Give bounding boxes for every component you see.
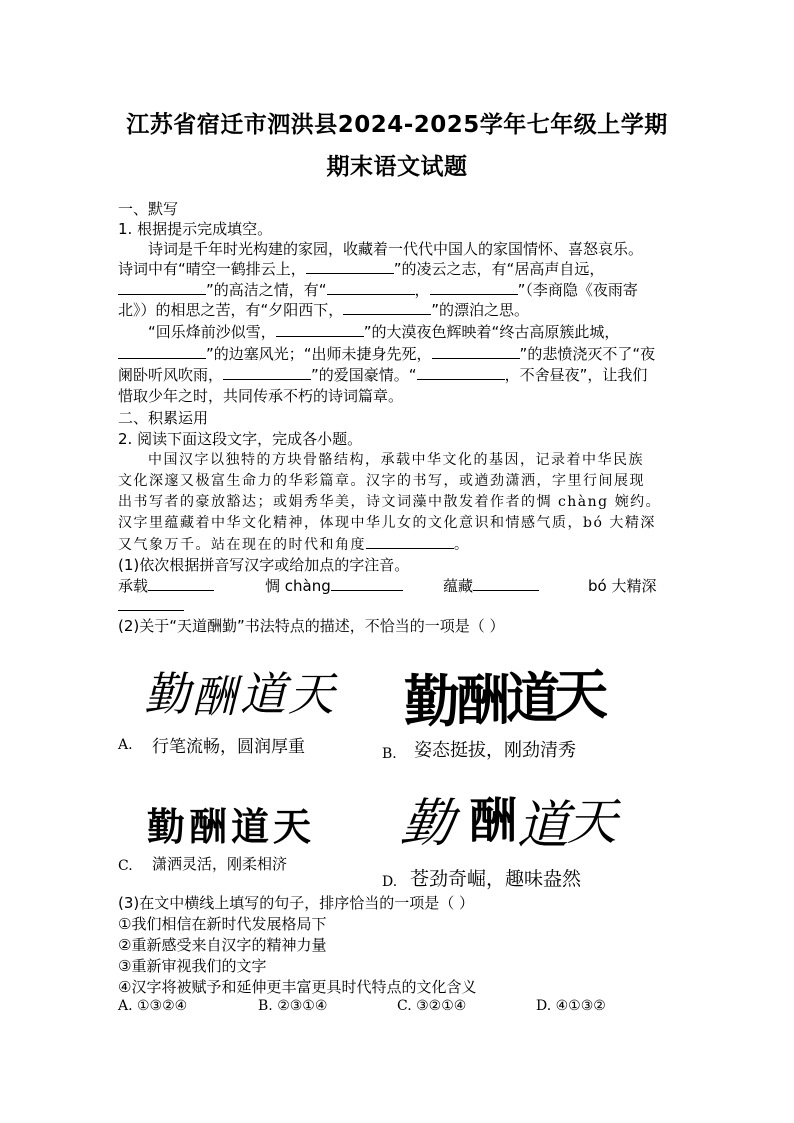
option-b-letter: B. (382, 746, 397, 762)
char-chou: 酬 (469, 793, 518, 849)
text: “回乐烽前沙似雪， (148, 323, 276, 341)
option-a-desc: 行笔流畅，圆润厚重 (152, 737, 305, 757)
q1-para-line4 (118, 300, 529, 320)
text: ”的边塞风光；“出师未捷身先死， (206, 345, 432, 363)
calligraphy-image-a (140, 660, 340, 724)
char-dao: 道 (506, 666, 560, 730)
sub1-item-2 (265, 576, 403, 596)
option-a-letter: A. (118, 737, 133, 753)
char-chou: 酬 (456, 668, 510, 732)
fill-blank[interactable] (366, 534, 454, 549)
char-dao: 道 (517, 796, 570, 856)
char-tian: 天 (567, 793, 617, 851)
option-d-desc: 苍劲奇崛，趣味盎然 (410, 868, 582, 890)
fill-blank[interactable] (430, 280, 518, 295)
text: ，不舍昼夜”，让我们 (504, 366, 648, 384)
text: 阑卧听风吹雨， (118, 366, 224, 384)
sub3-item-2: ②重新感受来自汉字的精神力量 (118, 936, 327, 954)
option-c-desc: 潇洒灵活，刚柔相济 (152, 855, 288, 873)
fill-blank[interactable] (331, 576, 403, 591)
sub1-item-4-blank (118, 596, 184, 616)
text: 。 (454, 537, 470, 553)
fill-blank[interactable] (343, 300, 431, 315)
sub3-item-3: ③重新审视我们的文字 (118, 957, 267, 975)
choice-b[interactable]: B. ②③①④ (258, 998, 328, 1014)
q1-para-line6 (118, 344, 655, 364)
char-chou: 酬 (192, 672, 236, 723)
passage-line3: 出书写者的豪放豁达；或娟秀华美，诗文词藻中散发着作者的惆 chàng 婉约。 (118, 494, 662, 510)
char-tian: 天 (288, 667, 334, 721)
text: 蕴藏 (443, 577, 474, 595)
q1-para-line7 (118, 365, 647, 385)
char-dao: 道 (231, 804, 270, 849)
char-tian: 天 (273, 804, 312, 849)
char-tian: 天 (554, 662, 608, 726)
fill-blank[interactable] (148, 576, 214, 591)
exam-title-line1: 江苏省宿迁市泗洪县2024-2025学年七年级上学期 (126, 112, 668, 138)
calligraphy-image-b (402, 655, 612, 735)
section1-heading: 一、默写 (118, 200, 179, 218)
fill-blank[interactable] (432, 344, 520, 359)
q2-label: 2. 阅读下面这段文字，完成各小题。 (118, 430, 363, 448)
passage-line2: 文化深邃又极富生命力的华彩篇章。汉字的书写，或遒劲潇洒，字里行间展现 (118, 473, 645, 489)
exam-title-line2: 期末语文试题 (326, 154, 468, 180)
passage-line4: 汉字里蕴藏着中华文化精神，体现中华儿女的文化意识和情感气质，bó 大精深 (118, 515, 656, 531)
sub1-label: (1)依次根据拼音写汉字或给加点的字注音。 (118, 556, 410, 574)
q1-para-line5 (148, 322, 619, 342)
text: ”的高洁之情，有“ (206, 281, 327, 299)
sub3-item-1: ①我们相信在新时代发展格局下 (118, 915, 327, 933)
option-b-desc: 姿态挺拔，刚劲清秀 (414, 740, 576, 761)
calligraphy-image-d (397, 785, 620, 856)
passage-line5 (118, 534, 470, 555)
char-qin: 勤 (404, 669, 460, 735)
text: ， (414, 281, 430, 299)
text: 承载 (118, 577, 149, 595)
text: 北》）的相思之苦，有“夕阳西下， (118, 301, 344, 319)
choice-a[interactable]: A. ①③②④ (118, 998, 188, 1014)
fill-blank[interactable] (276, 322, 364, 337)
char-chou: 酬 (189, 804, 228, 849)
calligraphy-image-c (145, 800, 325, 852)
sub2-label: (2)关于“天道酬勤”书法特点的描述，不恰当的一项是（ ） (118, 617, 505, 635)
text: 又气象万千。站在现在的时代和角度 (118, 537, 366, 553)
text: ”的凌云之志，有“居高声自远， (393, 260, 605, 278)
text: ”的爱国豪情。“ (311, 366, 417, 384)
section2-heading: 二、积累运用 (118, 409, 209, 427)
q1-para-line2 (118, 259, 604, 279)
q1-label: 1. 根据提示完成填空。 (118, 220, 273, 238)
q1-para-line8: 惜取少年之时，共同传承不朽的诗词篇章。 (118, 387, 404, 405)
fill-blank[interactable] (223, 365, 311, 380)
sub3-label: (3)在文中横线上填写的句子，排序恰当的一项是（ ） (118, 894, 475, 912)
passage-line1: 中国汉字以独特的方块骨骼结构，承载中华文化的基因，记录着中华民族 (148, 452, 644, 468)
fill-blank[interactable] (417, 365, 505, 380)
text: ”（李商隐《夜雨寄 (517, 281, 638, 299)
fill-blank[interactable] (118, 596, 184, 611)
char-dao: 道 (240, 667, 286, 721)
text: ”的悲愤浇灭不了“夜 (519, 345, 656, 363)
fill-blank[interactable] (473, 576, 539, 591)
char-qin: 勤 (397, 794, 458, 854)
q1-para-line1: 诗词是千年时光构建的家园，收藏着一代代中国人的家国情怀、喜怒哀乐。 (148, 240, 644, 258)
sub1-item-4: bó 大精深 (588, 577, 657, 595)
char-qin: 勤 (144, 667, 190, 721)
text: 惆 chàng (265, 577, 331, 595)
text: ”的漂泊之思。 (431, 301, 530, 319)
option-d-letter: D. (382, 874, 398, 890)
text: 诗词中有“晴空一鹤排云上， (118, 260, 306, 278)
text: ”的大漠夜色辉映着“终古高原簇此城， (363, 323, 620, 341)
choice-c[interactable]: C. ③②①④ (397, 998, 467, 1014)
option-c-letter: C. (118, 858, 133, 874)
fill-blank[interactable] (327, 280, 415, 295)
fill-blank[interactable] (118, 344, 206, 359)
sub1-item-3 (443, 576, 539, 596)
char-qin: 勤 (147, 804, 186, 849)
sub3-item-4: ④汉字将被赋予和延伸更丰富更具时代特点的文化含义 (118, 978, 477, 996)
q1-para-line3 (118, 280, 638, 300)
choice-d[interactable]: D. ④①③② (536, 998, 606, 1014)
sub1-item-1 (118, 576, 214, 596)
fill-blank[interactable] (306, 259, 394, 274)
fill-blank[interactable] (118, 280, 206, 295)
